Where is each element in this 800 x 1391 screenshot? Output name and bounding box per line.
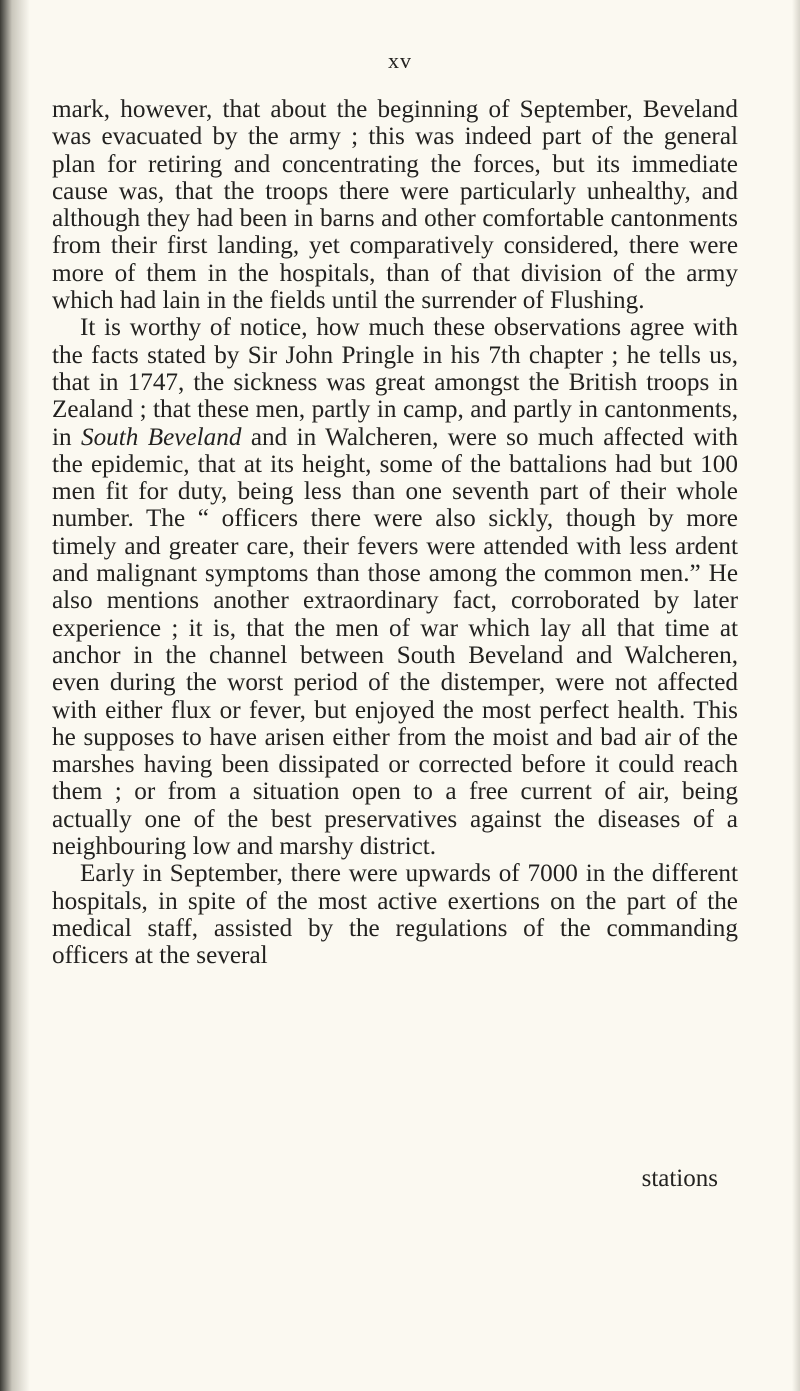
paragraph-2-text-a: It is worthy of notice, how much these observations agree with the facts stated by Sir John Pringle in his 7th chapter ; he tells us, that in 1747, the sickness was great amongst the British troops in Zealand ; that these men, partly in camp, and partly in cantonments, in <box>52 314 738 451</box>
paragraph-1-text: mark, however, that about the beginning of September, Beveland was evacuated by the army ; this was indeed part of the general plan for retiring and concentrating the forces, but its immediate cause was, that the troops there were particularly unhealthy, and although they had been in barns and other comfortable cantonments from their first landing, yet comparatively considered, there were more of them in the hospitals, than of that division of the army which had lain in the fields until the surrender of Flushing. <box>52 96 738 315</box>
book-gutter-shadow <box>0 0 30 1391</box>
paragraph-3 <box>52 860 738 969</box>
paragraph-2 <box>52 314 738 860</box>
paragraph-3-text: Early in September, there were upwards of 7000 in the different hospitals, in spite of the most active exertions on the part of the medical staff, assisted by the regulations of the commanding officers at the several <box>52 860 738 970</box>
paragraph-2-text-b: and in Walcheren, were so much affected with the epidemic, that at its height, some of the battalions had but 100 men fit for duty, being less than one seventh part of their whole number. The “ officers there were also sickly, though by more timely and greater care, their fevers were attended with less ardent and malignant symptoms than those among the common men.” He also mentions another extraordinary fact, corroborated by later experience ; it is, that the men of war which lay all that time at anchor in the channel between South Beveland and Walcheren, even during the worst period of the distemper, were not affected with either flux or fever, but enjoyed the most perfect health. This he supposes to have arisen either from the moist and bad air of the marshes having been dissipated or corrected before it could reach them ; or from a situation open to a free current of air, being actually one of the best preservatives against the diseases of a neighbouring low and marshy district. <box>52 423 739 861</box>
paragraph-1 <box>52 96 738 314</box>
catchword: stations <box>641 1165 718 1192</box>
place-name-italic: South Beveland <box>80 423 242 451</box>
page-number: xv <box>388 48 412 73</box>
body-text <box>52 96 738 970</box>
page-edge <box>792 0 800 1391</box>
